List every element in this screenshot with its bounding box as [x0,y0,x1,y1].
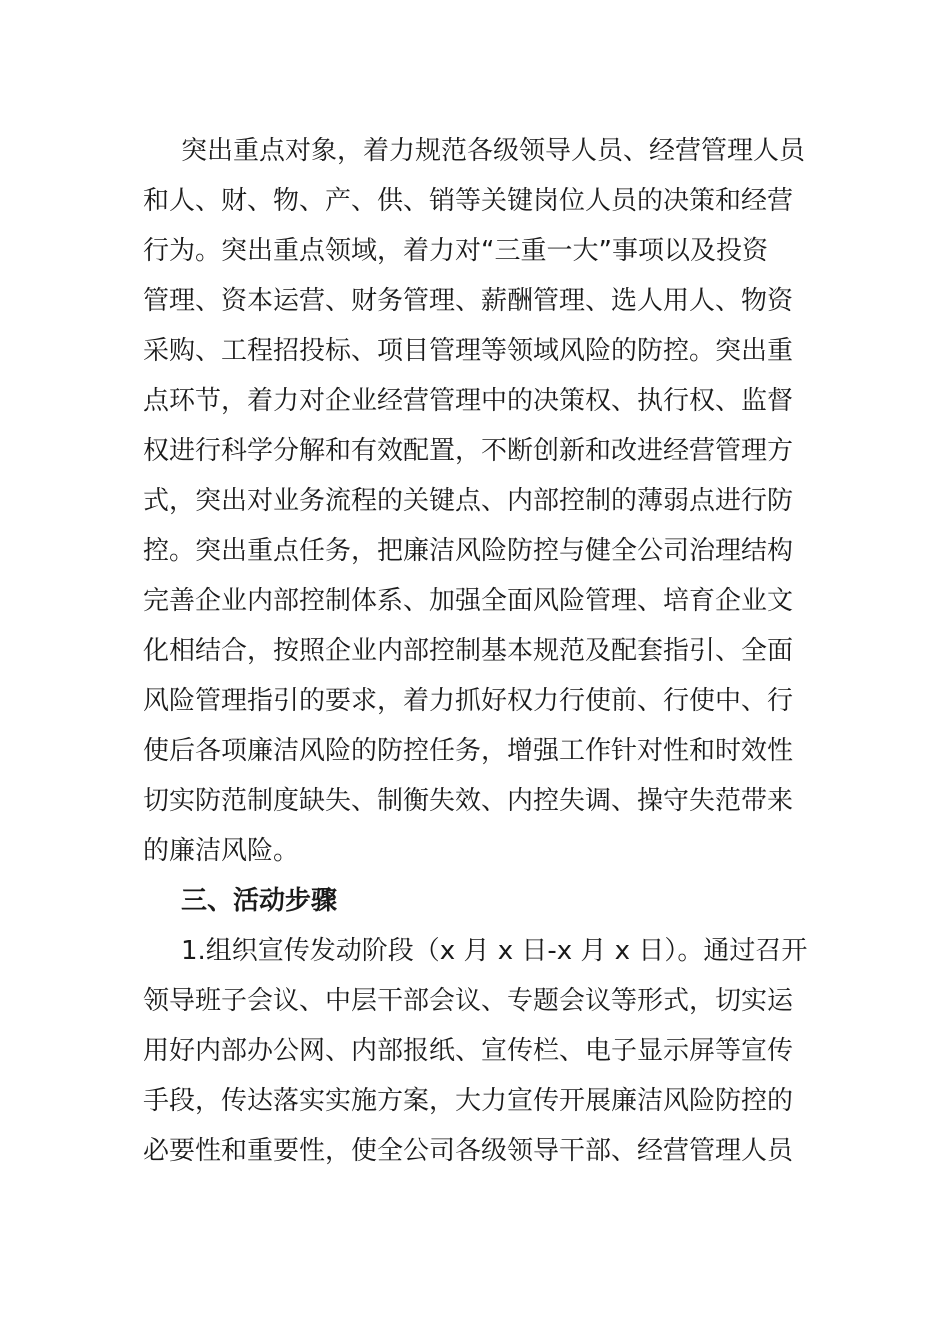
text-line: 点环节，着力对企业经营管理中的决策权、执行权、监督 [143,386,794,416]
text-line: 风险管理指引的要求，着力抓好权力行使前、行使中、行 [143,686,794,716]
text-line: 和人、财、物、产、供、销等关键岗位人员的决策和经营 [143,186,794,216]
text-line: 必要性和重要性，使全公司各级领导干部、经营管理人员 [143,1136,794,1166]
text-line: 用好内部办公网、内部报纸、宣传栏、电子显示屏等宣传 [143,1036,794,1066]
paragraph-publicity-stage [143,926,808,1176]
text-line: 切实防范制度缺失、制衡失效、内控失调、操守失范带来 [143,786,794,816]
text-line: 领导班子会议、中层干部会议、专题会议等形式，切实运 [143,986,794,1016]
paragraph-key-objects [143,126,808,876]
text-line: 的廉洁风险。 [143,836,300,866]
text-line: 完善企业内部控制体系、加强全面风险管理、培育企业文 [143,586,794,616]
text-line: 化相结合，按照企业内部控制基本规范及配套指引、全面 [143,636,794,666]
text-line: 手段，传达落实实施方案，大力宣传开展廉洁风险防控的 [143,1086,794,1116]
text-line: 1.组织宣传发动阶段（x 月 x 日-x 月 x 日）。通过召开 [181,936,808,966]
text-line: 管理、资本运营、财务管理、薪酬管理、选人用人、物资 [143,286,794,316]
text-line: 权进行科学分解和有效配置，不断创新和改进经营管理方 [143,436,794,466]
text-line: 采购、工程招投标、项目管理等领域风险的防控。突出重 [143,336,794,366]
text-line: 行为。突出重点领域，着力对“三重一大”事项以及投资 [143,236,768,266]
text-line: 使后各项廉洁风险的防控任务，增强工作针对性和时效性 [143,736,794,766]
document-body [143,126,808,1176]
text-line: 控。突出重点任务，把廉洁风险防控与健全公司治理结构 [143,536,794,566]
section-heading: 三、活动步骤 [181,886,338,916]
text-line: 式，突出对业务流程的关键点、内部控制的薄弱点进行防 [143,486,794,516]
text-line: 突出重点对象，着力规范各级领导人员、经营管理人员 [181,136,806,166]
